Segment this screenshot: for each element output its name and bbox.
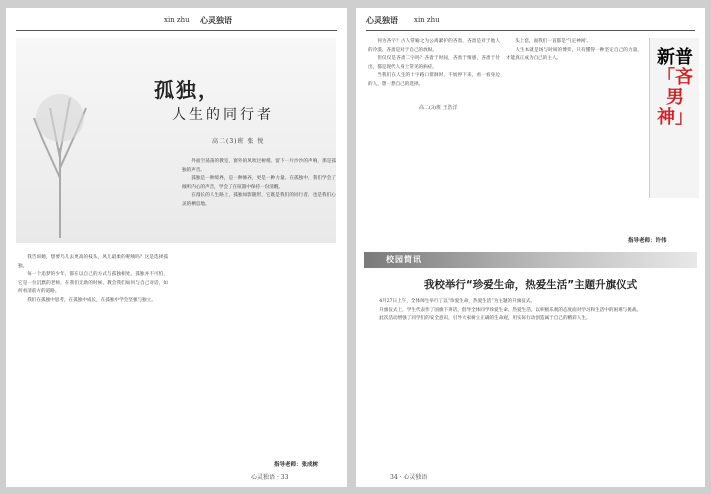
paragraph: 外面空荡荡的教室，窗外的风吹过树梢，留下一片沙沙的声响，那是孤独的声音。 <box>182 159 336 173</box>
page-number: 34 <box>390 474 398 481</box>
paragraph: 每一个追梦的少年，都在以自己的方式与孤独相处。孤独并不可怕，它是一位沉默的老师，在我们无助的时候，教会我们如何与自己对话，如何看清前方的道路。 <box>18 272 168 295</box>
instructor-credit: 指导老师：许伟 <box>628 238 667 244</box>
tree-illustration <box>30 78 90 238</box>
header-rule <box>366 30 695 31</box>
right-column-1 <box>368 38 500 246</box>
paragraph: 孤独是一种境界，是一种修养，更是一种力量。在孤独中，我们学会了倾听内心的声音，学会了在喧嚣中保持一份清醒。 <box>182 176 336 190</box>
paragraph: 我们在孤独中思考，在孤独中成长，在孤独中学会坚强与独立。 <box>27 297 156 303</box>
right-header <box>356 16 705 30</box>
left-column-1 <box>18 254 168 454</box>
vertical-author: 高二(3)班 王浩洋 <box>419 105 458 111</box>
footer-section: 心灵独语 <box>403 474 428 481</box>
paragraph: 此次活动增强了同学们的安全意识，引导大家树立正确的生命观，用实际行动创造属于自己的精彩人生。 <box>379 316 591 322</box>
section-band <box>364 252 697 268</box>
paragraph: 升旗仪式上，学生代表作了国旗下讲话，倡导全体同学珍爱生命、热爱生活，以积极乐观的态度面对学习和生活中的困难与挑战。 <box>379 307 642 313</box>
instructor-credit: 指导老师：张成树 <box>274 462 319 468</box>
title-prefix: 新普 <box>657 47 693 68</box>
paragraph: 我告诉她，想要鸟儿去更高的枝头，风儿最柔的呢喃吗？这是选择孤独。 <box>18 255 168 269</box>
paragraph: 在漫长的人生路上，孤独如影随形，它既是我们的同行者，也是我们心灵的栖息地。 <box>182 193 336 207</box>
article-title: 孤独， <box>154 78 220 102</box>
news-body <box>370 298 692 468</box>
left-header <box>6 16 347 30</box>
paragraph: 何为吝字？古人常喻之为公鸡紧护的吝啬，吝啬是对于他人的冷漠，吝啬是对于自己的放纵。 <box>368 39 500 53</box>
page-number: 33 <box>280 474 289 481</box>
article-subtitle: 人生的同行者 <box>172 107 274 123</box>
vertical-title-box <box>649 38 699 198</box>
paragraph: 4月27日上午，全体师生举行了以“珍爱生命，热爱生活”为主题的升旗仪式。 <box>379 299 536 304</box>
left-column-2 <box>182 158 336 448</box>
paragraph: 但仅仅是吝啬二字吗？吝啬于时间，吝啬于情感，吝啬于付出，都是现代人身上常见的病症。 <box>368 56 500 70</box>
header-section: 心灵独语 <box>366 15 398 25</box>
page-footer: 心灵独语 · 33 <box>251 474 289 481</box>
vertical-title <box>654 48 696 128</box>
right-column-2 <box>506 38 642 218</box>
header-pinyin: xin zhu <box>414 16 440 24</box>
left-page <box>6 8 347 487</box>
paragraph: 头上套，面我们一直都是'气定神闲'。 <box>515 39 592 44</box>
right-page <box>356 8 705 487</box>
header-pinyin: xin zhu <box>164 16 190 24</box>
article-author: 高二(3)班 张 悦 <box>212 138 265 145</box>
paragraph: 当我们在人生的十字路口徘徊时，不妨停下来，看一看身边的人，想一想自己的选择。 <box>368 73 500 87</box>
footer-section: 心灵独语 <box>251 474 276 481</box>
paragraph: 人生本就是场与时间的博弈，只有懂得一种坚定自己的力量，才能真正成为自己的主人。 <box>506 47 642 62</box>
band-label: 校园简讯 <box>386 254 422 264</box>
title-highlight: 「吝男神」 <box>657 67 693 128</box>
page-footer: 34 · 心灵独语 <box>390 474 428 481</box>
news-title: 我校举行“珍爱生命，热爱生活”主题升旗仪式 <box>423 279 638 291</box>
header-rule <box>16 30 337 31</box>
header-section: 心灵独语 <box>200 15 232 25</box>
